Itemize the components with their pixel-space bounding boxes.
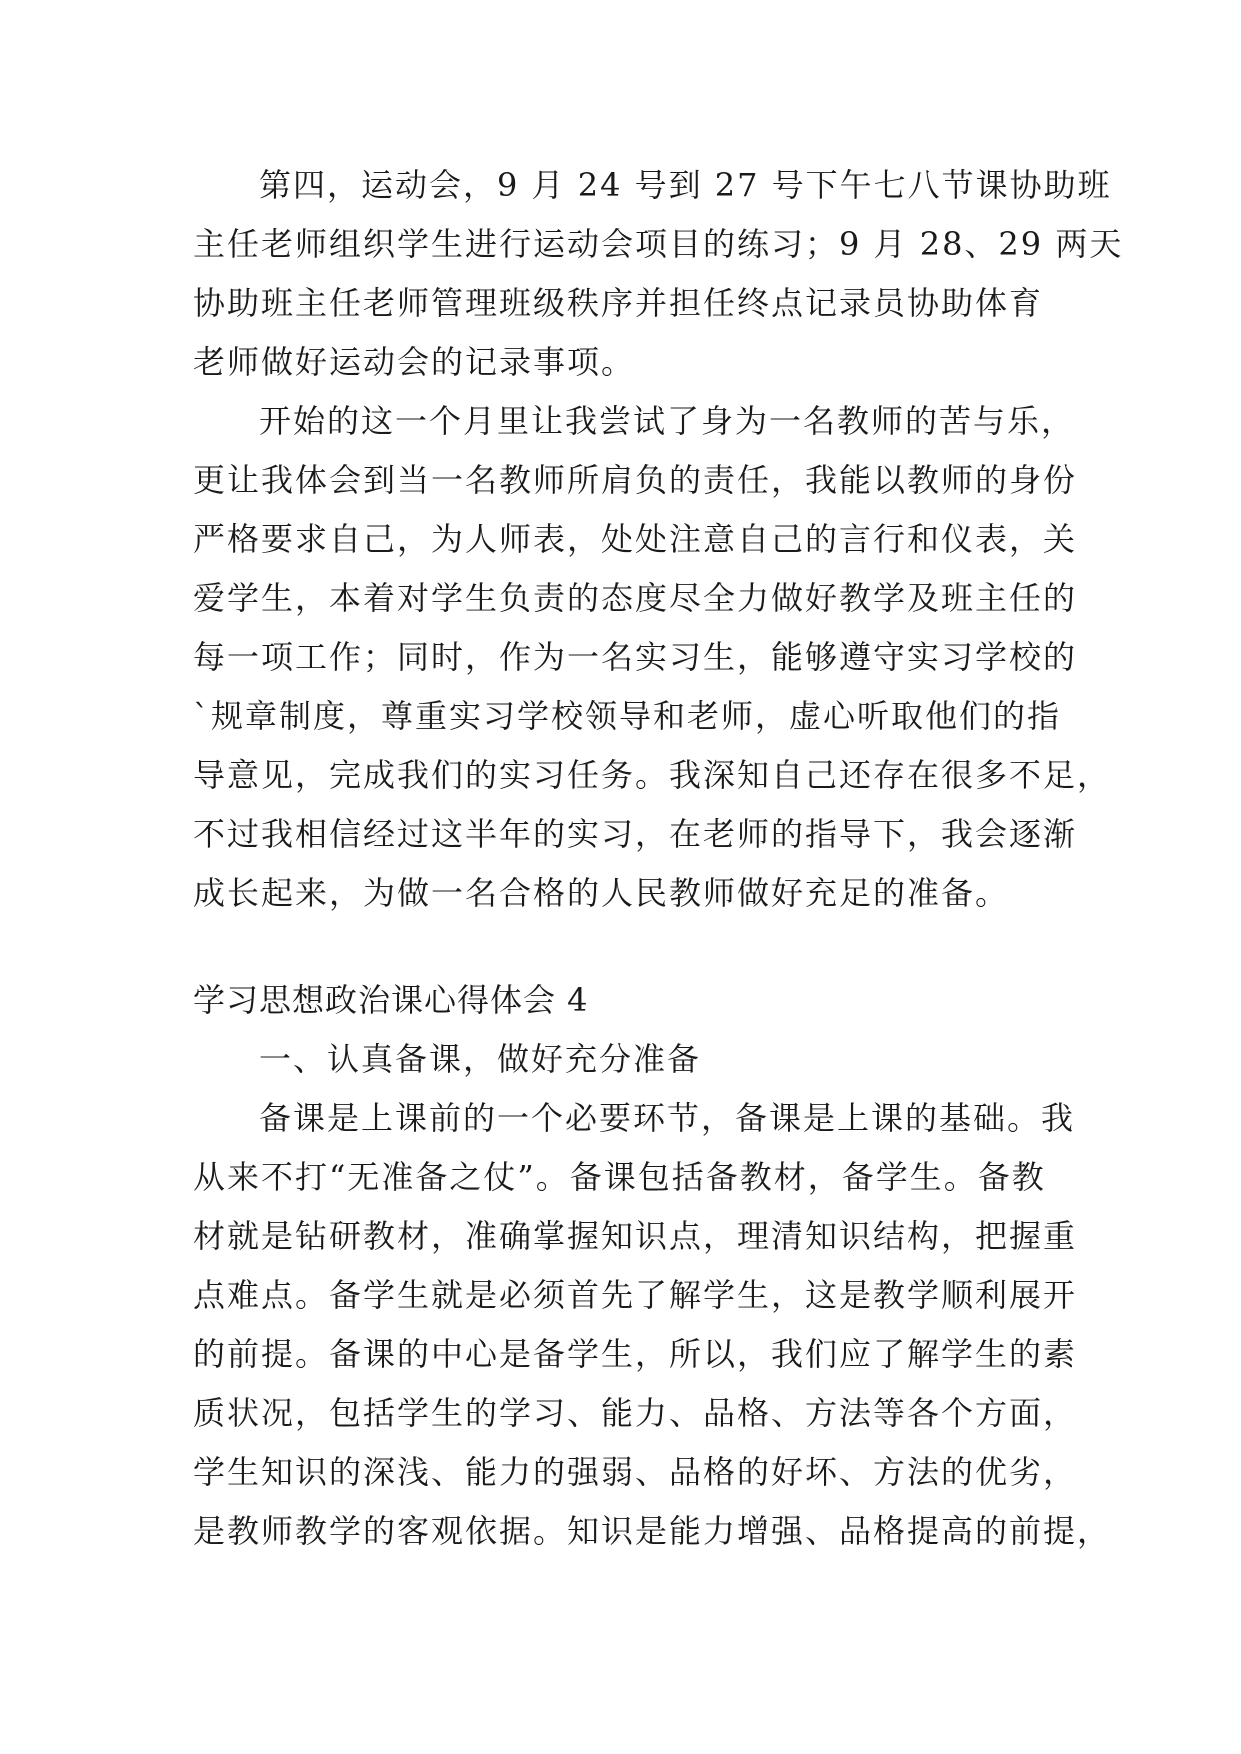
- paragraph-2-line-9: 成长起来，为做一名合格的人民教师做好充足的准备。: [193, 874, 1010, 912]
- paragraph-1-line-4: 老师做好运动会的记录事项。: [193, 343, 636, 381]
- paragraph-2-line-5: 每一项工作；同时，作为一名实习生，能够遵守实习学校的: [193, 638, 1078, 676]
- paragraph-2-line-4: 爱学生，本着对学生负责的态度尽全力做好教学及班主任的: [193, 579, 1078, 617]
- section-title: 学习思想政治课心得体会 4: [193, 981, 589, 1019]
- paragraph-1-line-3: 协助班主任老师管理班级秩序并担任终点记录员协助体育: [193, 284, 1044, 322]
- paragraph-3-line-2: 从来不打“无准备之仗”。备课包括备教材，备学生。备教: [193, 1158, 1046, 1196]
- paragraph-2-line-1: 开始的这一个月里让我尝试了身为一名教师的苦与乐，: [259, 402, 1076, 440]
- paragraph-3-line-6: 质状况，包括学生的学习、能力、品格、方法等各个方面，: [193, 1394, 1078, 1432]
- paragraph-2-line-7: 导意见，完成我们的实习任务。我深知自己还存在很多不足，: [193, 756, 1112, 794]
- paragraph-3-line-7: 学生知识的深浅、能力的强弱、品格的好坏、方法的优劣，: [193, 1453, 1078, 1491]
- subheading: 一、认真备课，做好充分准备: [259, 1040, 702, 1078]
- paragraph-3-line-1: 备课是上课前的一个必要环节，备课是上课的基础。我: [259, 1099, 1076, 1137]
- paragraph-1-line-2: 主任老师组织学生进行运动会项目的练习；9 月 28、29 两天: [193, 225, 1124, 263]
- paragraph-3-line-8: 是教师教学的客观依据。知识是能力增强、品格提高的前提，: [193, 1512, 1112, 1550]
- paragraph-2-line-3: 严格要求自己，为人师表，处处注意自己的言行和仪表，关: [193, 520, 1078, 558]
- paragraph-2-line-6: `规章制度，尊重实习学校领导和老师，虚心听取他们的指: [193, 697, 1062, 735]
- paragraph-3-line-4: 点难点。备学生就是必须首先了解学生，这是教学顺利展开: [193, 1276, 1078, 1314]
- paragraph-3-line-5: 的前提。备课的中心是备学生，所以，我们应了解学生的素: [193, 1335, 1078, 1373]
- paragraph-2-line-2: 更让我体会到当一名教师所肩负的责任，我能以教师的身份: [193, 461, 1078, 499]
- paragraph-2-line-8: 不过我相信经过这半年的实习，在老师的指导下，我会逐渐: [193, 815, 1078, 853]
- paragraph-1-line-1: 第四，运动会，9 月 24 号到 27 号下午七八节课协助班: [259, 166, 1112, 204]
- paragraph-3-line-3: 材就是钻研教材，准确掌握知识点，理清知识结构，把握重: [193, 1217, 1078, 1255]
